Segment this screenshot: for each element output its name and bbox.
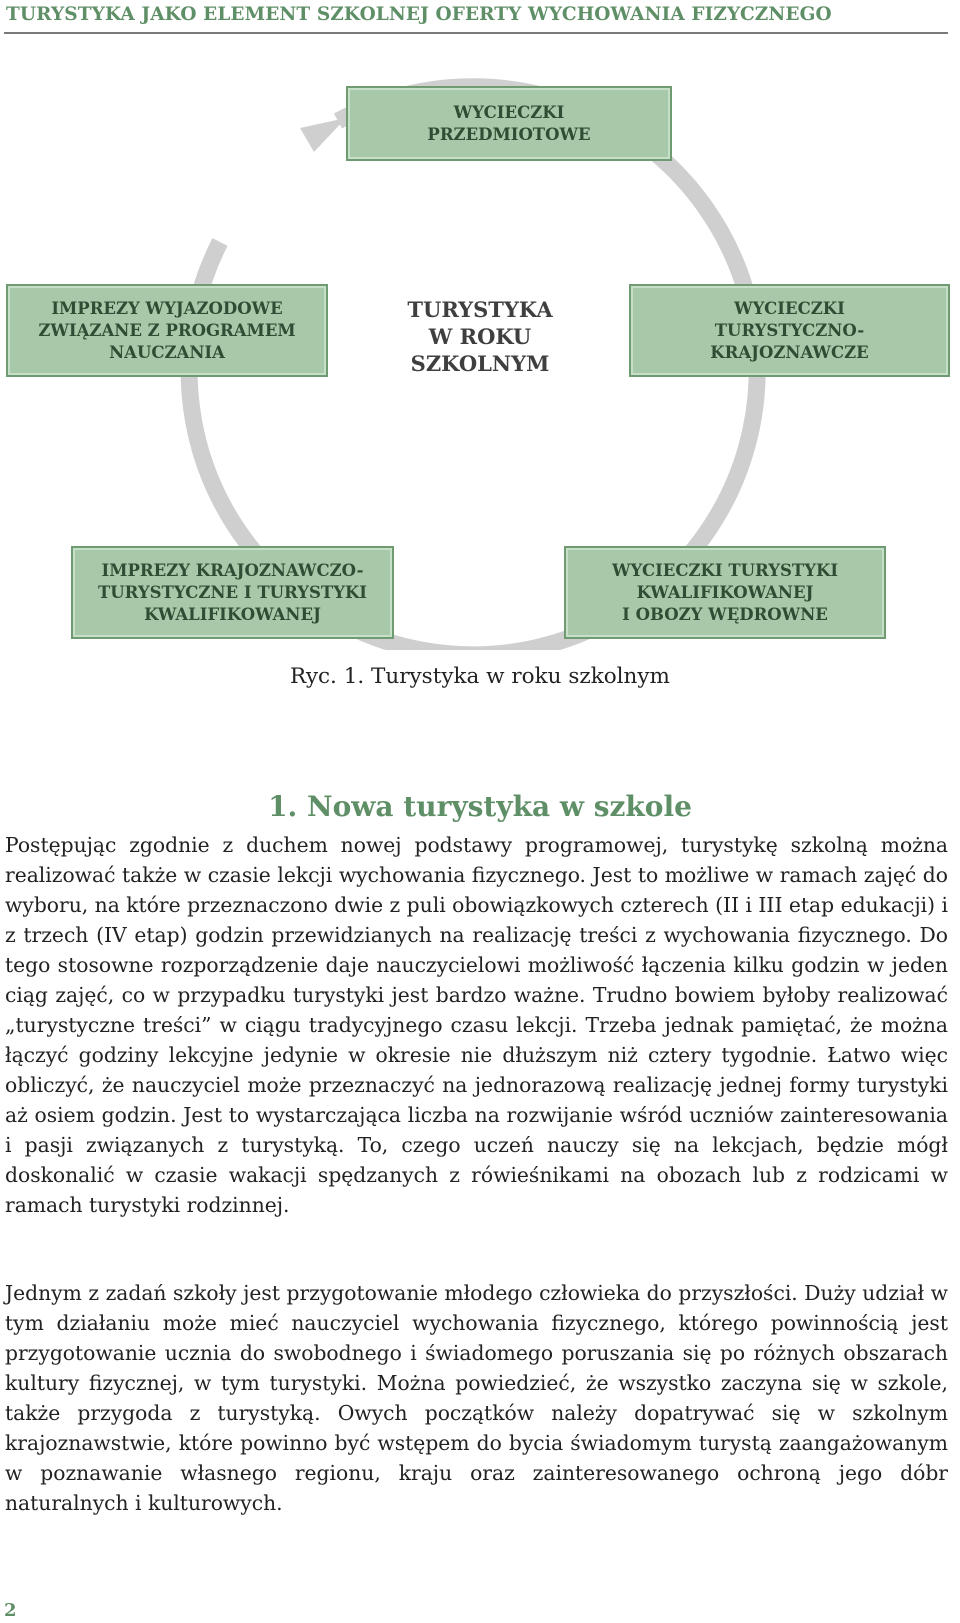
page-number: 2 — [4, 1600, 17, 1621]
section-heading: 1. Nowa turystyka w szkole — [268, 790, 692, 823]
body-paragraph: Postępując zgodnie z duchem nowej podstawy programowej, turystykę szkolną można realizować także w czasie lekcji wychowania fizycznego. Jest to możliwe w ramach zajęć do wyboru, na które przeznaczono dwie z puli obowiązkowych czterech (II i III etap edukacji) i z trzech (IV etap) godzin przewidzianych na realizację treści z wychowania fizycznego. Do tego stosowne rozporządzenie daje nauczycielowi możliwość łączenia kilku godzin w jeden ciąg zajęć, co w przypadku turystyki jest bardzo ważne. Trudno bowiem byłoby realizować „turystyczne treści” w ciągu tradycyjnego czasu lekcji. Trzeba jednak pamiętać, że można łączyć godziny lekcyjne jedynie w okresie nie dłuższym niż cztery tygodnie. Łatwo więc obliczyć, że nauczyciel może przeznaczyć na jednorazową realizację jednej formy turystyki aż osiem godzin. Jest to wystarczająca liczba na rozwijanie wśród uczniów zainteresowania i pasji związanych z turystyką. To, czego uczeń nauczy się na lekcjach, będzie mógł doskonalić w czasie wakacji spędzanych z rówieśnikami na obozach lub z rodzicami w ramach turystyki rodzinnej. — [5, 833, 948, 1217]
box-wycieczki-turystyki-kwalifikowanej: WYCIECZKI TURYSTYKI KWALIFIKOWANEJ I OBOZY WĘDROWNE — [564, 546, 886, 639]
figure-caption: Ryc. 1. Turystyka w roku szkolnym — [290, 664, 670, 689]
box-imprezy-krajoznawczo-turystyczne: IMPREZY KRAJOZNAWCZO- TURYSTYCZNE I TURYSTYKI KWALIFIKOWANEJ — [71, 546, 394, 639]
body-paragraph: Jednym z zadań szkoły jest przygotowanie młodego człowieka do przyszłości. Duży udział w tym działaniu może mieć nauczyciel wychowania fizycznego, którego powinnością jest przygotowanie ucznia do swobodnego i świadomego poruszania się po różnych obszarach kultury fizycznej, w tym turystyki. Można powiedzieć, że wszystko zaczyna się w szkole, także przygoda z turystyką. Owych początków należy dopatrywać się w szkolnym krajoznawstwie, które powinno być wstępem do bycia świadomym turystą zaangażowanym w poznawanie własnego regionu, kraju oraz zainteresowanego ochroną jego dóbr naturalnych i kulturowych. — [5, 1281, 948, 1515]
diagram-center-label: TURYSTYKA W ROKU SZKOLNYM — [407, 297, 553, 376]
box-wycieczki-turystyczno-krajoznawcze: WYCIECZKI TURYSTYCZNO- KRAJOZNAWCZE — [629, 284, 950, 377]
box-imprezy-wyjazdowe: IMPREZY WYJAZODOWE ZWIĄZANE Z PROGRAMEM NAUCZANIA — [6, 284, 328, 377]
running-head: TURYSTYKA JAKO ELEMENT SZKOLNEJ OFERTY WYCHOWANIA FIZYCZNEGO — [6, 4, 832, 25]
box-wycieczki-przedmiotowe: WYCIECZKI PRZEDMIOTOWE — [346, 86, 672, 161]
